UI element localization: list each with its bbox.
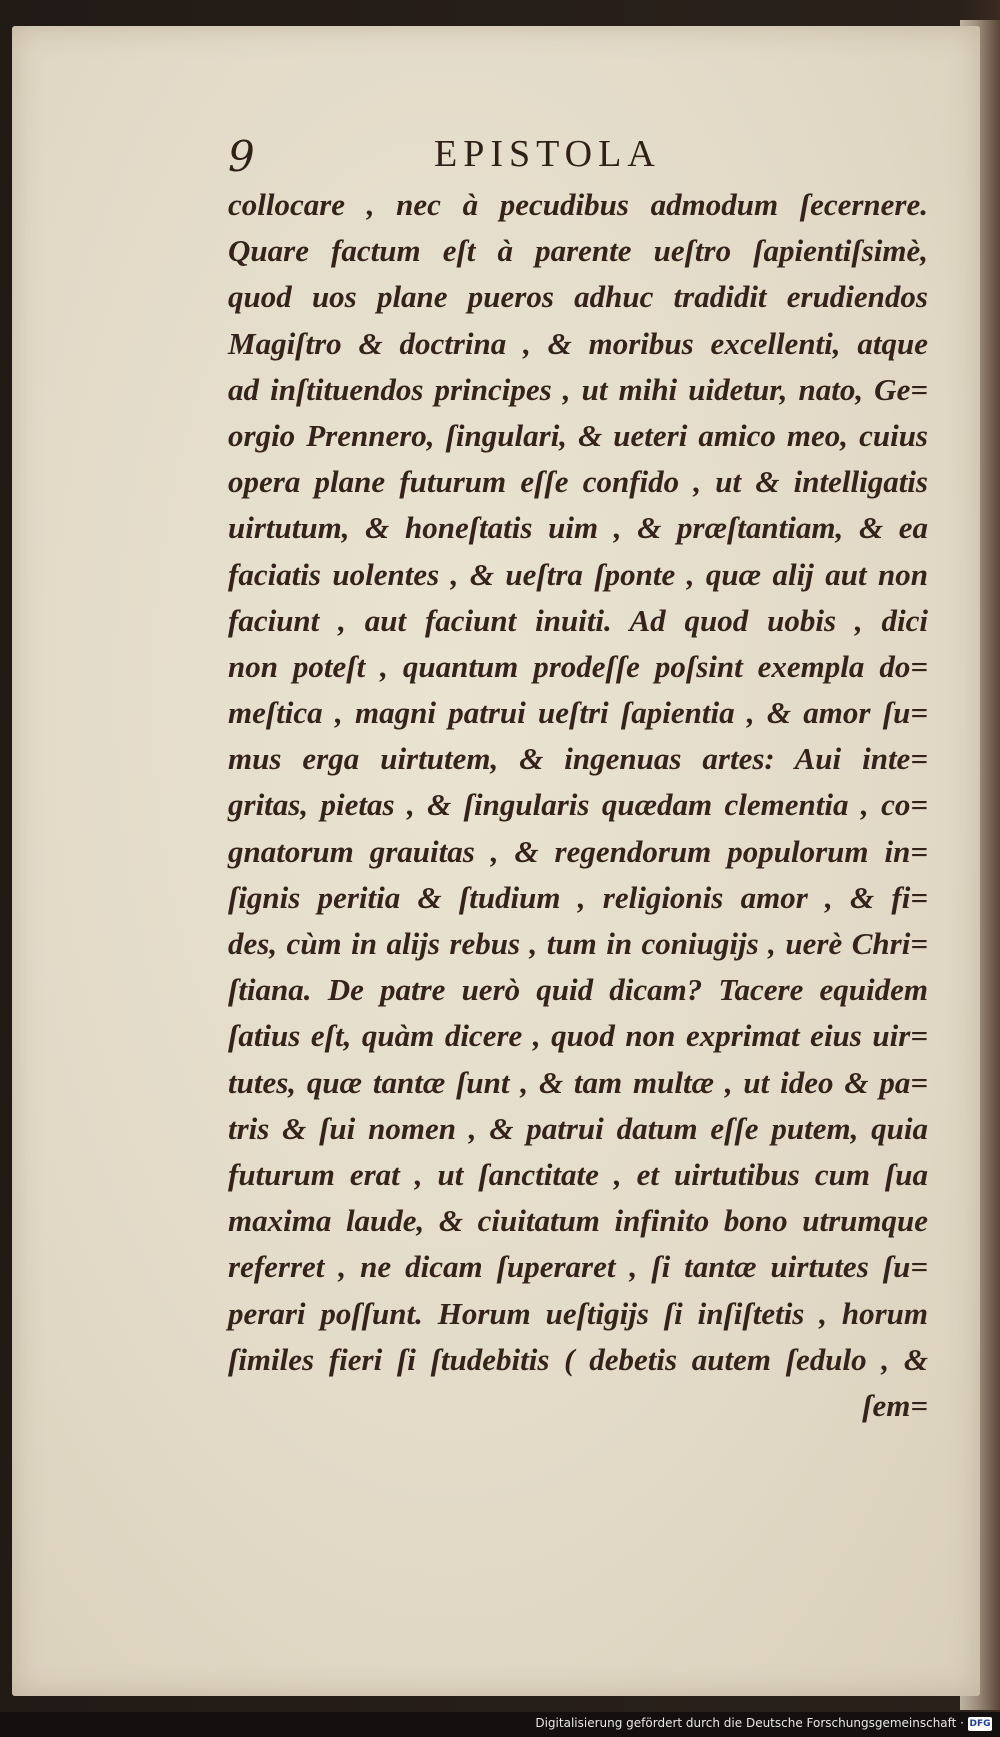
- text-line: gnatorum grauitas , & regendorum populorum in=: [228, 833, 928, 869]
- text-line: ſignis peritia & ſtudium , religionis amor , & fi=: [228, 879, 928, 915]
- dfg-logo-icon: DFG: [969, 1719, 991, 1729]
- running-head: EPISTOLA: [434, 133, 661, 175]
- text-line: orgio Prennero, ſingulari, & ueteri amico meo, cuius: [228, 417, 928, 453]
- text-line: non poteſt , quantum prodeſſe poſsint exempla do=: [228, 648, 928, 684]
- text-line: ſatius eſt, quàm dicere , quod non exprimat eius uir=: [228, 1018, 928, 1054]
- text-line: perari poſſunt. Horum ueſtigijs ſi inſiſtetis , horum: [228, 1295, 928, 1331]
- catchword: ſem=: [862, 1387, 928, 1423]
- text-line: uirtutum, & honeſtatis uim , & præſtantiam, & ea: [228, 510, 928, 546]
- text-line: opera plane futurum eſſe confido , ut & intelligatis: [228, 464, 928, 500]
- text-line: faciunt , aut faciunt inuiti. Ad quod uobis , dici: [228, 602, 928, 638]
- text-line: quod uos plane pueros adhuc tradidit erudiendos: [228, 279, 928, 315]
- text-line: Quare factum eſt à parente ueſtro ſapientiſsimè,: [228, 233, 928, 269]
- text-line: ſimiles fieri ſi ſtudebitis ( debetis autem ſedulo , &: [228, 1341, 928, 1377]
- funding-credit: Digitalisierung gefördert durch die Deutsche Forschungsgemeinschaft ·: [535, 1716, 964, 1730]
- text-line: tris & ſui nomen , & patrui datum eſſe putem, quia: [228, 1110, 928, 1146]
- text-line: gritas, pietas , & ſingularis quædam clementia , co=: [228, 787, 928, 823]
- text-line: meſtica , magni patrui ueſtri ſapientia , & amor ſu=: [228, 695, 928, 731]
- text-line: des, cùm in alijs rebus , tum in coniugijs , uerè Chri=: [228, 926, 928, 961]
- text-line: collocare , nec à pecudibus admodum ſecernere.: [228, 187, 928, 222]
- text-line: referret , ne dicam ſuperaret , ſi tantæ uirtutes ſu=: [228, 1249, 928, 1285]
- text-line: mus erga uirtutem, & ingenuas artes: Aui inte=: [228, 741, 928, 777]
- folio-number: 9: [228, 132, 255, 181]
- text-line: ad inſtituendos principes , ut mihi uidetur, nato, Ge=: [228, 371, 928, 407]
- text-block: [228, 182, 928, 1429]
- text-line: futurum erat , ut ſanctitate , et uirtutibus cum ſua: [228, 1156, 928, 1192]
- text-line: maxima laude, & ciuitatum infinito bono utrumque: [228, 1203, 928, 1239]
- text-line: Magiſtro & doctrina , & moribus excellenti, atque: [228, 325, 928, 361]
- text-line: tutes, quæ tantæ ſunt , & tam multæ , ut ideo & pa=: [228, 1064, 928, 1100]
- text-line: faciatis uolentes , & ueſtra ſponte , quæ alij aut non: [228, 556, 928, 592]
- text-line: ſtiana. De patre uerò quid dicam? Tacere equidem: [228, 972, 928, 1008]
